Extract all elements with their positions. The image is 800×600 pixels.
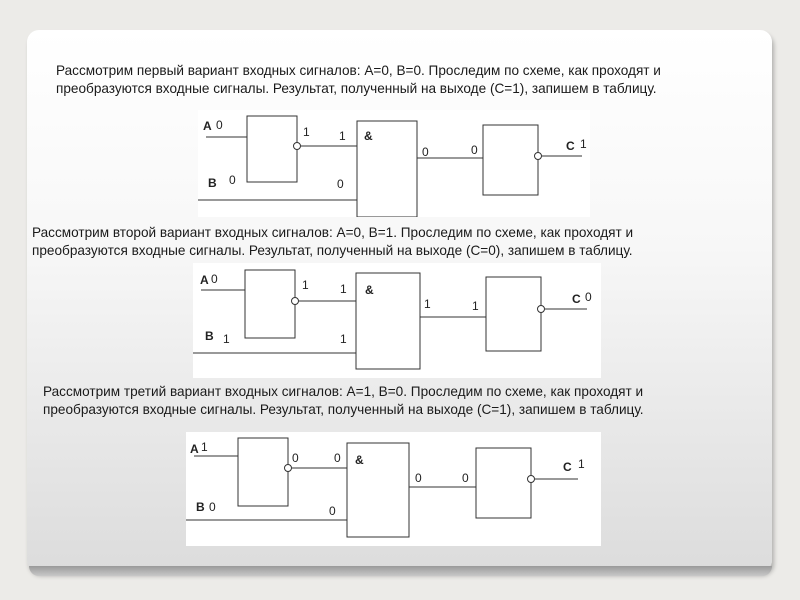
and-input-2-value: 0 [329,504,336,518]
and-input-2-value: 0 [337,177,344,191]
not1-output-value: 1 [302,278,309,292]
label-c: C [563,460,572,474]
label-a: A [200,273,209,287]
and-output-value: 0 [422,145,429,159]
value-a: 1 [201,440,208,454]
not2-input-value: 0 [471,143,478,157]
not1-output-value: 0 [292,451,299,465]
label-b: B [196,500,205,514]
value-b: 0 [209,500,216,514]
variant-3-text [43,383,644,419]
variant-3-line-2: преобразуются входные сигналы. Результат, полученный на выходе (С=1), запишем в таблицу. [43,402,644,417]
label-b: B [205,329,214,343]
slide-shadow [29,566,772,576]
label-c: C [566,139,575,153]
and-input-2-value: 1 [340,332,347,346]
value-b: 1 [223,332,230,346]
value-c: 1 [580,137,587,151]
label-c: C [572,292,581,306]
variant-3-line-1: Рассмотрим третий вариант входных сигналов: А=1, В=0. Проследим по схеме, как проходят и [43,384,644,399]
not2-input-value: 1 [472,299,479,313]
circuit-1 [198,110,590,217]
and-symbol: & [364,129,373,143]
not1-output-value: 1 [303,125,310,139]
variant-2-line-1: Рассмотрим второй вариант входных сигналов: А=0, В=1. Проследим по схеме, как проходят и [32,225,634,240]
circuit-3 [186,432,601,546]
variant-1-text [56,62,661,98]
circuit-1-diagram [198,110,590,217]
label-a: A [203,119,212,133]
and-input-1-value: 1 [339,129,346,143]
circuit-2 [193,263,601,378]
and-input-1-value: 0 [334,451,341,465]
label-a: A [190,442,199,456]
circuit-3-diagram [186,432,601,546]
circuit-2-diagram [193,263,601,378]
and-input-1-value: 1 [340,282,347,296]
value-c: 0 [585,290,592,304]
variant-2-text [32,224,633,260]
label-b: B [208,176,217,190]
value-a: 0 [216,118,223,132]
not2-input-value: 0 [462,471,469,485]
and-output-value: 0 [415,471,422,485]
value-c: 1 [578,457,585,471]
and-output-value: 1 [424,297,431,311]
value-a: 0 [211,272,218,286]
variant-1-line-1: Рассмотрим первый вариант входных сигналов: А=0, В=0. Проследим по схеме, как проходят и [56,63,661,78]
and-symbol: & [365,283,374,297]
variant-1-line-2: преобразуются входные сигналы. Результат, полученный на выходе (С=1), запишем в таблицу. [56,81,657,96]
variant-2-line-2: преобразуются входные сигналы. Результат, полученный на выходе (С=0), запишем в таблицу. [32,243,633,258]
and-symbol: & [355,453,364,467]
value-b: 0 [229,173,236,187]
